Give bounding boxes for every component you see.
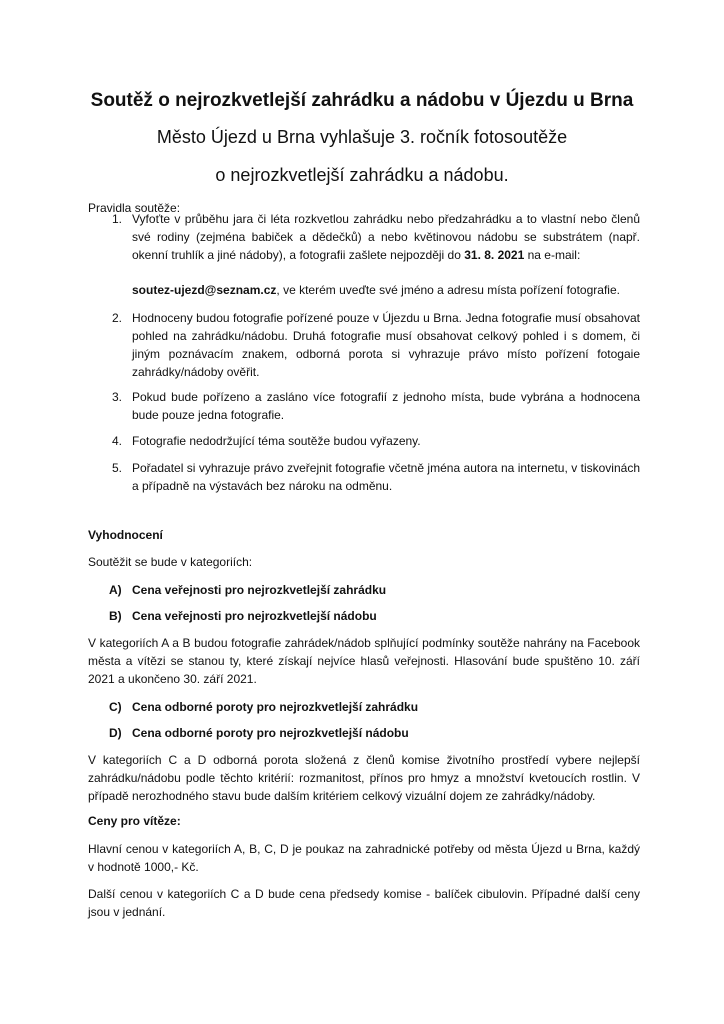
contest-email: soutez-ujezd@seznam.cz — [132, 283, 277, 297]
rule-1-text — [132, 210, 640, 264]
rule-1-text-before: Vyfoťte v průběhu jara či léta rozkvetlou zahrádku nebo předzahrádku a to vlastní nebo členů své rodiny (zejména babiček a dědečků) a nebo květinovou nádobu se substrátem (např. okenní truhlík a jiné nádoby), a fotografii zašlete nejpozději do — [132, 212, 640, 262]
prizes-heading: Ceny pro vítěze: — [88, 814, 181, 828]
evaluation-heading: Vyhodnocení — [88, 528, 163, 542]
rule-1-deadline: 31. 8. 2021 — [464, 248, 525, 262]
category-a-label: Cena veřejnosti pro nejrozkvetlejší zahrádku — [132, 583, 387, 597]
other-prize-text: Další cenou v kategoriích C a D bude cena předsedy komise - balíček cibulovin. Případné další ceny jsou v jednání. — [88, 887, 640, 919]
rule-1-email-suffix: , ve kterém uveďte své jméno a adresu místa pořízení fotografie. — [276, 283, 620, 297]
category-b-letter: B) — [109, 609, 122, 623]
subtitle-line-1: Město Újezd u Brna vyhlašuje 3. ročník fotosoutěže — [156, 127, 568, 147]
category-a-letter: A) — [109, 583, 122, 597]
categories-ab-description: V kategoriích A a B budou fotografie zahrádek/nádob splňující podmínky soutěže nahrány na Facebook města a vítězi se stanou ty, které získají nejvíce hlasů veřejnosti. Hlasování bude spuštěno 10. září 2021 a ukončeno 30. září 2021. — [88, 636, 640, 686]
rule-1-text-after: na e-mail: — [524, 248, 581, 262]
category-d-label: Cena odborné poroty pro nejrozkvetlejší nádobu — [132, 726, 409, 740]
rule-1-number: 1. — [112, 212, 123, 226]
category-b-label: Cena veřejnosti pro nejrozkvetlejší nádobu — [132, 609, 377, 623]
rule-3-text: Pokud bude pořízeno a zasláno více fotografií z jednoho místa, bude vybrána a hodnocena bude pouze jedna fotografie. — [132, 390, 640, 422]
category-d-letter: D) — [109, 726, 122, 740]
rule-2-number: 2. — [112, 311, 123, 325]
rule-1-email-line — [132, 281, 640, 299]
rules-label: Pravidla soutěže: — [88, 201, 181, 215]
main-prize-text: Hlavní cenou v kategoriích A, B, C, D je poukaz na zahradnické potřeby od města Újezd u Brna, každý v hodnotě 1000,- Kč. — [88, 842, 640, 874]
rule-2-text: Hodnoceny budou fotografie pořízené pouze v Újezdu u Brna. Jedna fotografie musí obsahovat pohled na zahrádku/nádobu. Druhá fotografie musí obsahovat celkový pohled i s domem, či jiným poznávacím znakem, odborná porota si vyhrazuje právo místo pořízení fotogaie zahrádky/nádoby ověřit. — [132, 311, 640, 379]
rule-3-number: 3. — [112, 390, 123, 404]
category-c-label: Cena odborné poroty pro nejrozkvetlejší zahrádku — [132, 700, 419, 714]
category-c-letter: C) — [109, 700, 122, 714]
rule-4-number: 4. — [112, 434, 123, 448]
rule-5-number: 5. — [112, 461, 123, 475]
subtitle-line-2: o nejrozkvetlejší zahrádku a nádobu. — [215, 165, 509, 185]
categories-intro: Soutěžit se bude v kategoriích: — [88, 555, 253, 569]
categories-cd-description: V kategoriích C a D odborná porota složená z členů komise životního prostředí vybere nejlepší zahrádku/nádobu podle těchto kritérií: rozmanitost, přínos pro hmyz a množství kvetoucích rostlin. V případě nerozhodného stavu bude dalším kritériem celkový vizuální dojem ze zahrádky/nádoby. — [88, 753, 640, 803]
rule-4-text: Fotografie nedodržující téma soutěže budou vyřazeny. — [132, 434, 421, 448]
document-title: Soutěž o nejrozkvetlejší zahrádku a nádobu v Újezdu u Brna — [90, 90, 634, 111]
rule-5-text: Pořadatel si vyhrazuje právo zveřejnit fotografie včetně jména autora na internetu, v tiskovinách a případně na výstavách bez nároku na odměnu. — [132, 461, 640, 493]
